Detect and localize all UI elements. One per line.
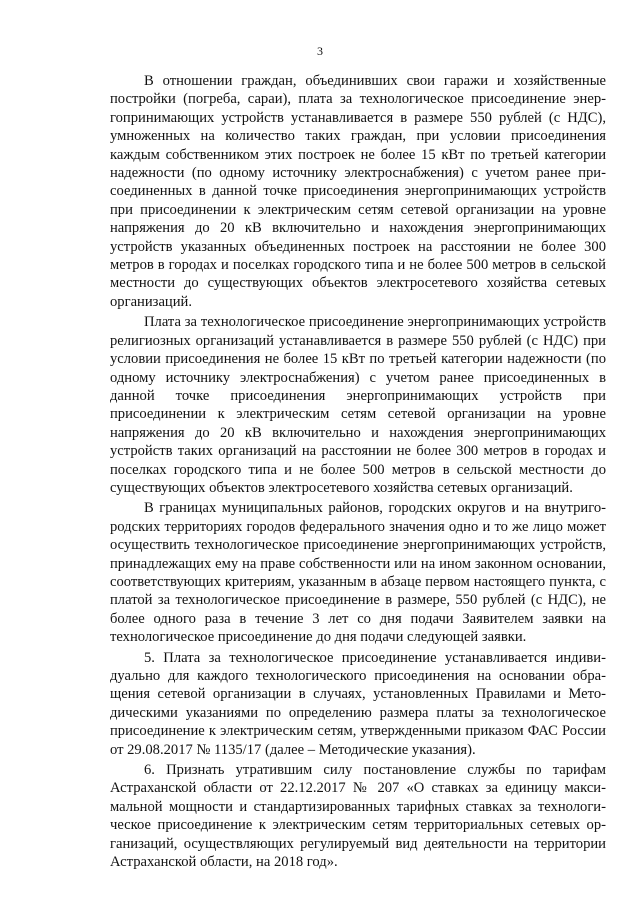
page-number: 3 [317,44,323,58]
paragraph-item-5: 5. Плата за технологическое присоединение устанавливается индивидуально для каждого технологического присоединения на основании обращения сетевой организации в случаях, установленных Правилами и Методическими указаниями по определению размера платы за технологическое присоединение к электрическим сетям, утвержденными приказом ФАС России от 29.08.2017 № 1135/17 (далее – Методические указания). [110,649,606,758]
paragraph-item-6: 6. Признать утратившим силу постановление службы по тарифам Астраханской области от 22.12.2017 № 207 «О ставках за единицу максимальной мощности и стандартизированных тарифных ставках за технологическое присоединение к электрическим сетям территориальных сетевых организаций, осуществляющих регулируемый вид деятельности на территории Астраханской области, на 2018 год». [110,762,606,871]
document-body [110,72,606,873]
paragraph-once-per-three-years: В границах муниципальных районов, городских округов и на внутригородских территориях городов федерального значения одно и то же лицо может осуществить технологическое присоединение энергопринимающих устройств, принадлежащих ему на праве собственности или на ином законном основании, соответствующих критериям, указанным в абзаце первом настоящего пункта, с платой за технологическое присоединение в размере, 550 рублей (с НДС), не более одного раза в течение 3 лет со дня подачи Заявителем заявки на технологическое присоединение до дня подачи следующей заявки. [110,500,606,646]
paragraph-garages-fee: В отношении граждан, объединивших свои гаражи и хозяйственные постройки (погреба, сараи), плата за технологическое присоединение энергопринимающих устройств устанавливается в размере 550 рублей (с НДС), умноженных на количество таких граждан, при условии присоединения каждым собственником этих построек не более 15 кВт по третьей категории надежности (по одному источнику электроснабжения) с учетом ранее присоединенных в данной точке присоединения энергопринимающих устройств при присоединении к электрическим сетям сетевой организации на уровне напряжения до 20 кВ включительно и нахождения энергопринимающих устройств указанных объединенных построек на расстоянии не более 300 метров в городах и поселках городского типа и не более 500 метров в сельской местности до существующих объектов электросетевого хозяйства сетевых организаций. [110,73,606,310]
paragraph-religious-organizations-fee: Плата за технологическое присоединение энергопринимающих устройств религиозных организаций устанавливается в размере 550 рублей (с НДС) при условии присоединения не более 15 кВт по третьей категории надежности (по одному источнику электроснабжения) с учетом ранее присоединенных в данной точке присоединения энергопринимающих устройств при присоединении к электрическим сетям сетевой организации на уровне напряжения до 20 кВ включительно и нахождения энергопринимающих устройств таких организаций на расстоянии не более 300 метров в городах и поселках городского типа и не более 500 метров в сельской местности до существующих объектов электросетевого хозяйства сетевых организаций. [110,314,606,496]
